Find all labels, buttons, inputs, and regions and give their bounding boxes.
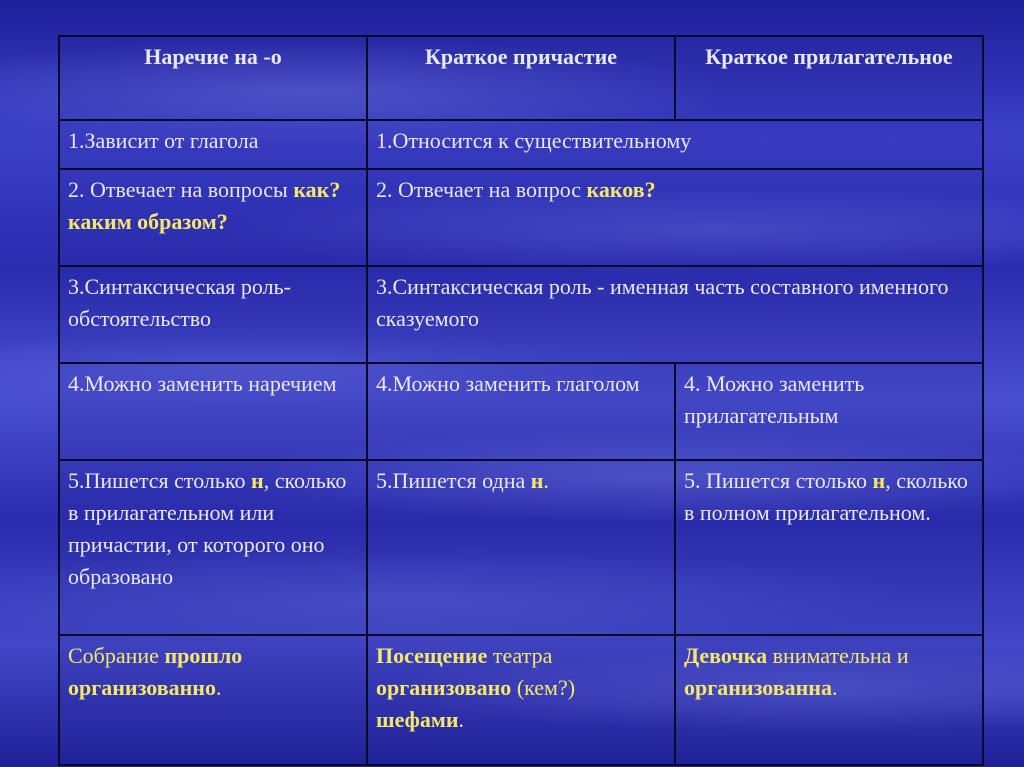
table-row [59,120,983,169]
row2-adverb: 2. Отвечает на вопросы как? каким образом? [59,169,367,266]
table-row [59,635,983,765]
row4-participle: 4.Можно заменить глаголом [367,363,675,460]
row6-adverb-example: Собрание прошло организованно. [59,635,367,765]
table-row [59,169,983,266]
header-row [59,36,983,120]
comparison-table [58,35,984,766]
row5-participle: 5.Пишется одна н. [367,460,675,635]
row4-adverb: 4.Можно заменить наречием [59,363,367,460]
header-short-participle: Краткое причастие [367,36,675,120]
header-adverb: Наречие на -о [59,36,367,120]
row3-participle-adjective: 3.Синтаксическая роль - именная часть составного именного сказуемого [367,266,983,363]
table-row [59,363,983,460]
row6-adjective-example: Девочка внимательна и организованна. [675,635,983,765]
row1-adverb: 1.Зависит от глагола [59,120,367,169]
row6-participle-example: Посещение театра организовано (кем?) шефами. [367,635,675,765]
row5-adverb: 5.Пишется столько н, сколько в прилагательном или причастии, от которого оно образовано [59,460,367,635]
row2-participle-adjective: 2. Отвечает на вопрос каков? [367,169,983,266]
table-row [59,460,983,635]
header-short-adjective: Краткое прилагательное [675,36,983,120]
row3-adverb: 3.Синтаксическая роль-обстоятельство [59,266,367,363]
row4-adjective: 4. Можно заменить прилагательным [675,363,983,460]
table-row [59,266,983,363]
row5-adjective: 5. Пишется столько н, сколько в полном прилагательном. [675,460,983,635]
row1-participle-adjective: 1.Относится к существительному [367,120,983,169]
